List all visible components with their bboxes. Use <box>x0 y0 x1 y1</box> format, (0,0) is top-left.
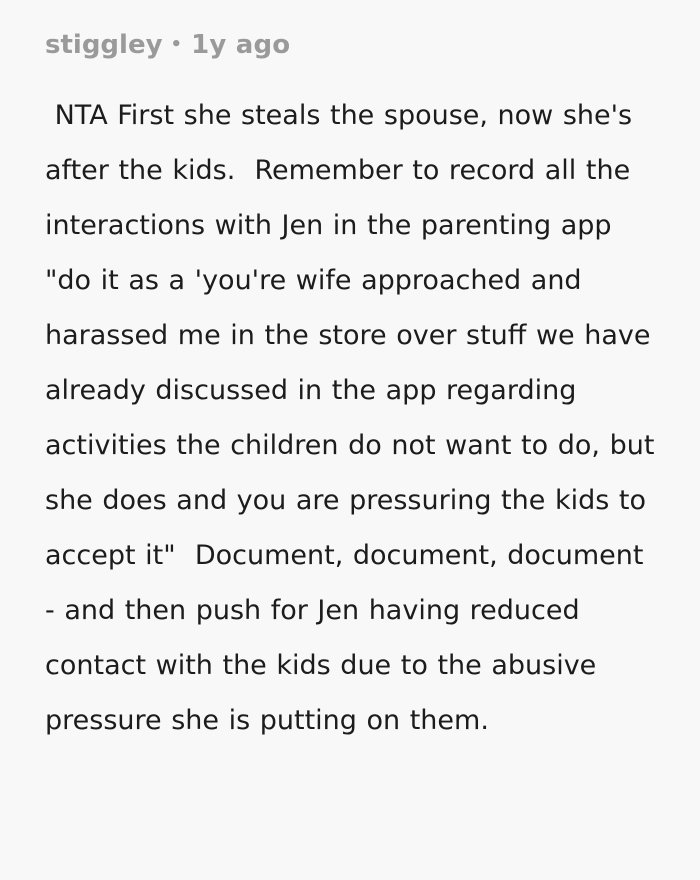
comment-age: 1y ago <box>191 30 291 60</box>
comment-body: NTA First she steals the spouse, now she's after the kids. Remember to record all the interactions with Jen in the parenting app "do it as a 'you're wife approached and harassed me in the store over stuff we have already discussed in the app regarding activities the children do not want to do, but she does and you are pressuring the kids to accept it" Document, document, document - and then push for Jen having reduced contact with the kids due to the abusive pressure she is putting on them. <box>45 100 665 736</box>
comment-meta <box>45 28 665 62</box>
meta-separator: • <box>170 33 183 55</box>
comment-username[interactable]: stiggley <box>45 30 163 60</box>
comment-card <box>45 28 665 748</box>
